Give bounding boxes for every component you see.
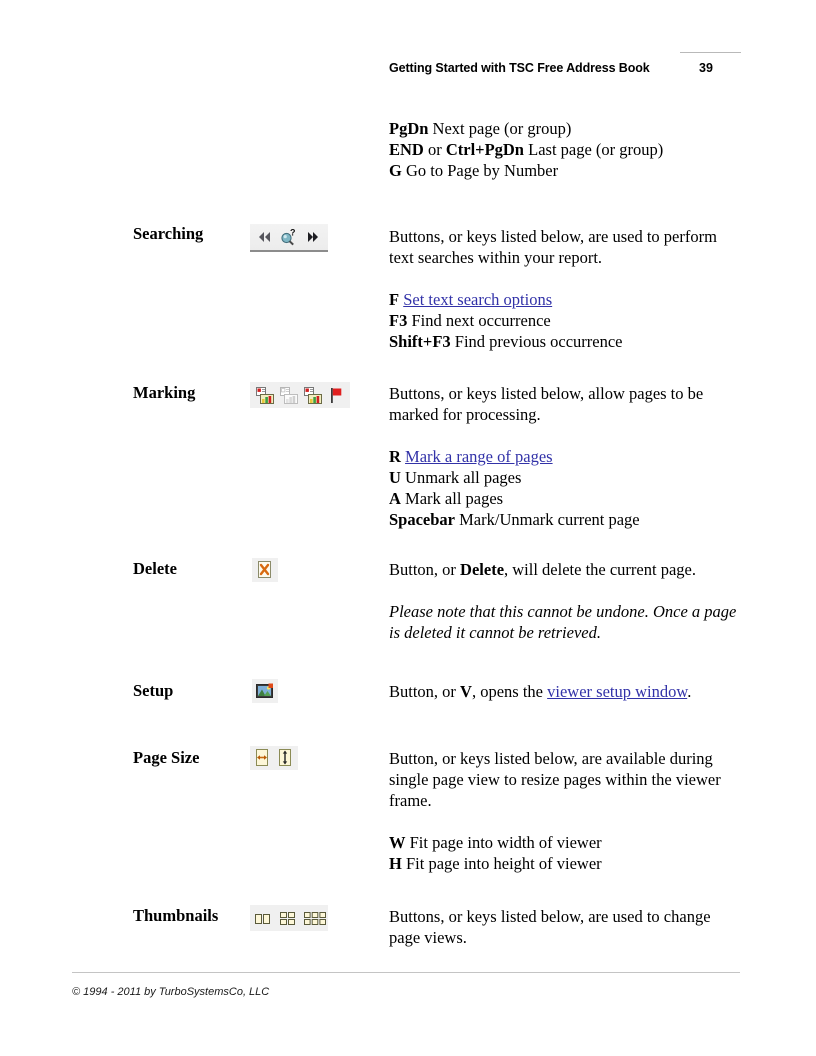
key-label: END [389, 140, 424, 159]
intro-line [389, 160, 749, 181]
key-row [389, 446, 741, 467]
key-desc: Mark/Unmark current page [455, 510, 640, 529]
key-conjunction: or [423, 140, 446, 159]
searching-intro: Buttons, or keys listed below, are used to perform text searches within your report. [389, 227, 717, 267]
mark-all-icon[interactable] [304, 385, 322, 405]
searching-body [389, 226, 741, 352]
key-label: G [389, 161, 402, 180]
spacer [389, 580, 741, 601]
thumbnails-toolbar[interactable] [250, 905, 328, 931]
section-label-setup: Setup [133, 681, 174, 700]
key-row [389, 488, 741, 509]
key-desc: Mark all pages [400, 489, 504, 508]
fit-width-icon[interactable] [254, 748, 272, 768]
key-label: Shift+F3 [389, 332, 451, 351]
key-row [389, 289, 741, 310]
link-viewer-setup-window[interactable]: viewer setup window [547, 682, 688, 701]
key-desc: Next page (or group) [428, 119, 572, 138]
setup-body [389, 681, 741, 702]
delete-toolbar[interactable] [252, 558, 278, 584]
footer-rule [72, 972, 740, 973]
key-label: W [389, 833, 406, 852]
key-desc: Find next occurrence [407, 311, 551, 330]
key-row [389, 509, 741, 530]
key-desc: Go to Page by Number [401, 161, 559, 180]
thumbnails-6up-icon[interactable] [303, 908, 327, 928]
link-set-text-search-options[interactable]: Set text search options [403, 290, 553, 309]
key-label: H [389, 854, 402, 873]
key-label: PgDn [389, 119, 429, 138]
flag-icon[interactable] [328, 385, 344, 405]
marking-toolbar[interactable] [250, 382, 350, 409]
marking-intro: Buttons, or keys listed below, allow pages to be marked for processing. [389, 384, 704, 424]
section-label-delete: Delete [133, 559, 177, 578]
thumbnails-body [389, 906, 741, 948]
key-label: Delete [460, 560, 505, 579]
mark-page-icon[interactable] [256, 385, 274, 405]
thumbnails-2up-icon[interactable] [255, 908, 272, 928]
spacer [389, 425, 741, 446]
key-desc: Last page (or group) [524, 140, 664, 159]
thumbnails-4up-icon[interactable] [279, 908, 296, 928]
section-label-searching: Searching [133, 224, 204, 243]
delete-note: Please note that this cannot be undone. Once a page is deleted it cannot be retrieved. [389, 602, 737, 642]
key-desc: Fit page into height of viewer [401, 854, 602, 873]
key-label: U [389, 468, 401, 487]
page-size-intro: Button, or keys listed below, are available during single page view to resize pages within the viewer frame. [389, 749, 721, 810]
intro-key-list [389, 118, 749, 181]
key-label: A [389, 489, 401, 508]
key-row [389, 331, 741, 352]
key-row [389, 832, 741, 853]
footer-copyright: © 1994 - 2011 by TurboSystemsCo, LLC [72, 986, 270, 998]
delete-body [389, 559, 741, 643]
section-label-page-size: Page Size [133, 748, 200, 767]
key-desc: Unmark all pages [400, 468, 522, 487]
setup-suffix: . [687, 682, 692, 701]
key-label: R [389, 447, 401, 466]
page-title: Getting Started with TSC Free Address Book [389, 61, 650, 75]
fast-forward-icon[interactable] [304, 227, 322, 247]
key-desc: Fit page into width of viewer [405, 833, 602, 852]
rewind-icon[interactable] [256, 227, 274, 247]
delete-prefix: Button, or [389, 560, 461, 579]
section-label-marking: Marking [133, 383, 196, 402]
spacer [389, 811, 741, 832]
marking-body [389, 383, 741, 530]
delete-sentence [389, 559, 741, 580]
intro-line [389, 118, 749, 139]
spacer [389, 268, 741, 289]
key-label: F [389, 290, 400, 309]
unmark-page-icon[interactable] [280, 385, 298, 405]
page-number: 39 [699, 61, 713, 75]
setup-mid: , opens the [471, 682, 548, 701]
delete-suffix: , will delete the current page. [504, 560, 696, 579]
svg-text:?: ? [290, 228, 296, 238]
key-label: V [460, 682, 472, 701]
page-size-body [389, 748, 741, 874]
setup-sentence [389, 681, 741, 702]
header-rule [680, 52, 741, 53]
key-row [389, 853, 741, 874]
key-row [389, 467, 741, 488]
delete-page-icon[interactable] [255, 560, 275, 580]
viewer-setup-icon[interactable] [255, 681, 275, 701]
setup-toolbar[interactable] [252, 679, 278, 705]
link-mark-a-range-of-pages[interactable]: Mark a range of pages [405, 447, 553, 466]
key-desc: Find previous occurrence [450, 332, 623, 351]
key-label: Spacebar [389, 510, 455, 529]
thumbnails-intro: Buttons, or keys listed below, are used to change page views. [389, 907, 711, 947]
page-header [389, 52, 741, 86]
search-question-icon[interactable] [280, 227, 298, 247]
key-label-alt: Ctrl+PgDn [445, 140, 524, 159]
searching-toolbar[interactable] [250, 224, 328, 252]
fit-height-icon[interactable] [277, 748, 295, 768]
section-label-thumbnails: Thumbnails [133, 906, 219, 925]
key-label: F3 [389, 311, 408, 330]
intro-line [389, 139, 749, 160]
page-size-toolbar[interactable] [250, 746, 298, 772]
key-row [389, 310, 741, 331]
setup-prefix: Button, or [389, 682, 461, 701]
